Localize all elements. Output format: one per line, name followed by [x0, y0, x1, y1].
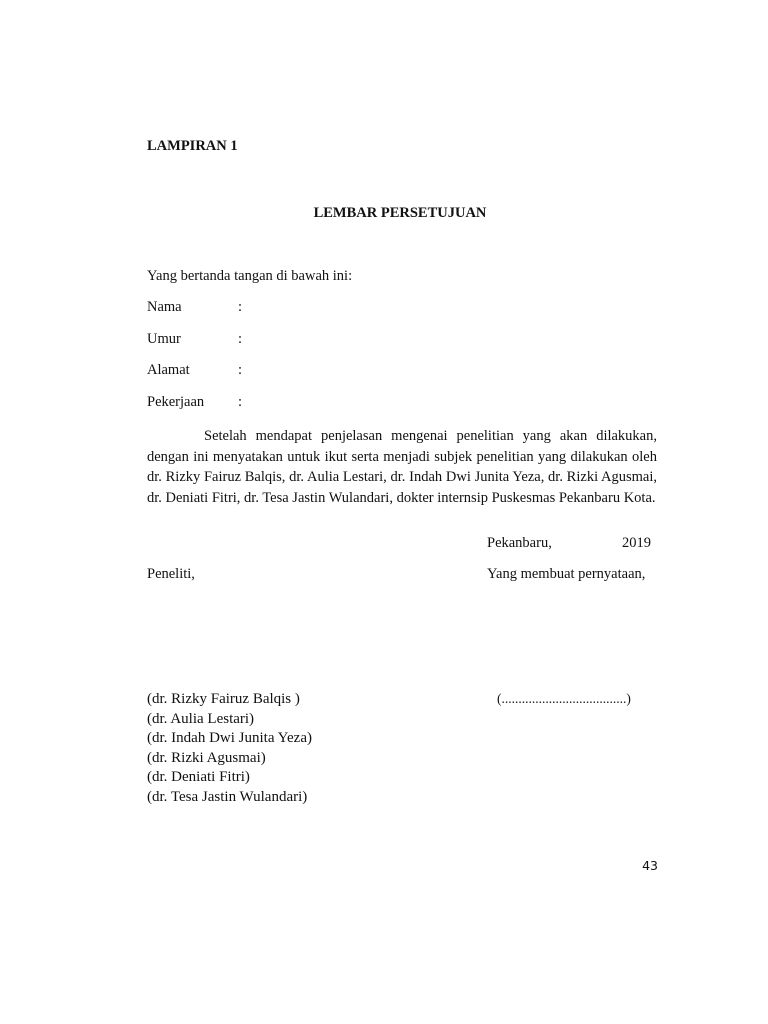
- researcher-name: (dr. Indah Dwi Junita Yeza): [147, 730, 312, 746]
- statement-paragraph: [147, 426, 657, 508]
- researcher-name: (dr. Aulia Lestari): [147, 710, 255, 727]
- statement-text: Setelah mendapat penjelasan mengenai penelitian yang akan dilakukan, dengan ini menyatakan untuk ikut serta menjadi subjek penelitian yang dilakukan oleh dr. Rizky Fairuz Balqis, dr. Aulia Lestari, dr. Indah Dwi Junita Yeza, dr. Rizki Agusmai, dr. Deniati Fitri, dr. Tesa Jastin Wulandari, dokter internsip Puskesmas Pekanbaru Kota.: [147, 428, 657, 506]
- researcher-name: (dr. Deniati Fitri): [147, 769, 250, 785]
- researcher-names: [147, 690, 312, 807]
- researcher-label: Peneliti,: [147, 566, 195, 582]
- page-number: 43: [642, 858, 658, 873]
- document-title: LEMBAR PERSETUJUAN: [313, 205, 487, 221]
- appendix-label: LAMPIRAN 1: [147, 138, 238, 154]
- intro-text: Yang bertanda tangan di bawah ini:: [147, 268, 353, 284]
- field-colon: :: [238, 299, 243, 315]
- declarant-label: Yang membuat pernyataan,: [487, 566, 646, 582]
- field-colon: :: [238, 394, 243, 410]
- year-label: 2019: [622, 535, 651, 551]
- researcher-name: (dr. Rizky Fairuz Balqis ): [147, 691, 300, 707]
- field-colon: :: [238, 362, 243, 378]
- researcher-name: (dr. Tesa Jastin Wulandari): [147, 788, 308, 805]
- field-colon: :: [238, 331, 243, 347]
- field-label-pekerjaan: Pekerjaan: [147, 394, 205, 410]
- researcher-name: (dr. Rizki Agusmai): [147, 749, 266, 766]
- place-label: Pekanbaru,: [487, 535, 552, 551]
- signature-blank: (.....................................): [497, 691, 631, 706]
- field-label-nama: Nama: [147, 299, 182, 315]
- field-label-umur: Umur: [147, 331, 181, 347]
- field-label-alamat: Alamat: [147, 362, 190, 378]
